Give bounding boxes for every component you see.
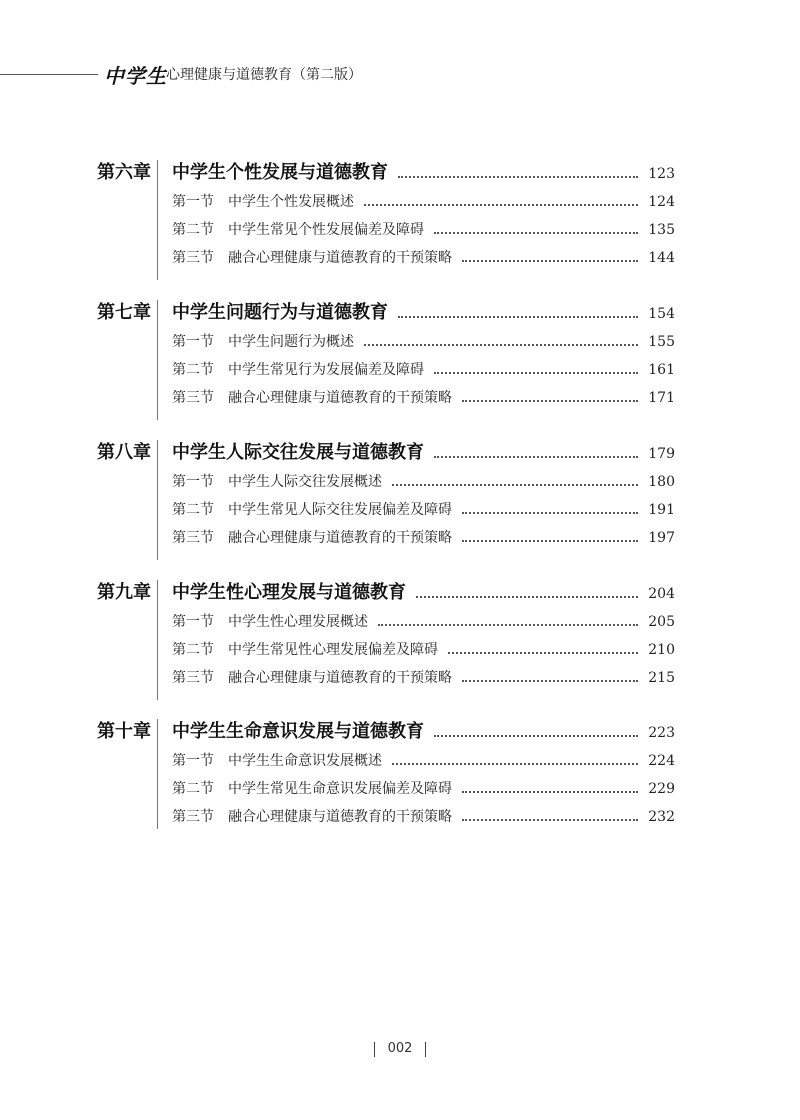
section-title: 中学生人际交往发展概述 (228, 474, 382, 490)
section-row[interactable] (0, 806, 800, 834)
leader-dots (462, 400, 638, 402)
section-row[interactable] (0, 778, 800, 806)
leader-dots (462, 819, 638, 821)
section-title: 中学生个性发展概述 (228, 194, 354, 210)
section-page: 161 (648, 362, 675, 378)
leader-dots (434, 372, 638, 374)
chapter-row[interactable] (0, 158, 800, 186)
chapter-title: 中学生人际交往发展与道德教育 (172, 442, 424, 463)
chapter-page: 154 (648, 306, 675, 322)
leader-dots (448, 652, 638, 654)
chapter-title: 中学生生命意识发展与道德教育 (172, 721, 424, 742)
chapter-title: 中学生问题行为与道德教育 (172, 302, 388, 323)
section-number: 第三节 (172, 670, 214, 686)
section-row[interactable] (0, 611, 800, 639)
section-row[interactable] (0, 247, 800, 275)
section-title: 中学生性心理发展概述 (228, 614, 368, 630)
leader-dots (462, 791, 638, 793)
section-page: 180 (648, 474, 675, 490)
section-number: 第二节 (172, 502, 214, 518)
section-row[interactable] (0, 387, 800, 415)
footer-bar-right (425, 1042, 426, 1057)
leader-dots (434, 456, 638, 458)
section-row[interactable] (0, 359, 800, 387)
chapter-number: 第六章 (97, 162, 151, 183)
header-brand: 中学生 (104, 64, 167, 88)
section-row[interactable] (0, 527, 800, 555)
section-number: 第一节 (172, 474, 214, 490)
chapter-title: 中学生性心理发展与道德教育 (172, 582, 406, 603)
section-number: 第二节 (172, 362, 214, 378)
chapter-page: 204 (648, 586, 675, 602)
section-title: 中学生常见人际交往发展偏差及障碍 (228, 502, 452, 518)
leader-dots (364, 344, 638, 346)
section-title: 融合心理健康与道德教育的干预策略 (228, 530, 452, 546)
footer-bar-left (374, 1042, 375, 1057)
section-number: 第二节 (172, 222, 214, 238)
section-row[interactable] (0, 667, 800, 695)
section-number: 第三节 (172, 530, 214, 546)
section-number: 第一节 (172, 614, 214, 630)
chapter-page: 179 (648, 446, 675, 462)
chapter-number: 第八章 (97, 442, 151, 463)
section-number: 第一节 (172, 194, 214, 210)
chapter-number: 第七章 (97, 302, 151, 323)
leader-dots (398, 176, 638, 178)
leader-dots (462, 680, 638, 682)
section-number: 第二节 (172, 781, 214, 797)
chapter-row[interactable] (0, 298, 800, 326)
chapter-row[interactable] (0, 717, 800, 745)
leader-dots (392, 763, 638, 765)
section-title: 中学生常见性心理发展偏差及障碍 (228, 642, 438, 658)
header-rule (0, 74, 98, 75)
leader-dots (364, 204, 638, 206)
chapter-title: 中学生个性发展与道德教育 (172, 162, 388, 183)
header-title: 心理健康与道德教育（第二版） (166, 67, 362, 83)
section-row[interactable] (0, 499, 800, 527)
section-title: 融合心理健康与道德教育的干预策略 (228, 809, 452, 825)
section-number: 第一节 (172, 334, 214, 350)
leader-dots (416, 596, 638, 598)
section-title: 中学生常见行为发展偏差及障碍 (228, 362, 424, 378)
page-number: 002 (387, 1041, 413, 1056)
section-page: 197 (648, 530, 675, 546)
section-number: 第三节 (172, 250, 214, 266)
section-row[interactable] (0, 750, 800, 778)
section-page: 210 (648, 642, 675, 658)
section-page: 144 (648, 250, 675, 266)
chapter-page: 123 (648, 166, 675, 182)
chapter-page: 223 (648, 725, 675, 741)
leader-dots (434, 735, 638, 737)
section-number: 第三节 (172, 809, 214, 825)
section-page: 232 (648, 809, 675, 825)
leader-dots (462, 540, 638, 542)
section-title: 融合心理健康与道德教育的干预策略 (228, 250, 452, 266)
section-title: 融合心理健康与道德教育的干预策略 (228, 390, 452, 406)
leader-dots (434, 232, 638, 234)
section-page: 124 (648, 194, 675, 210)
section-number: 第一节 (172, 753, 214, 769)
chapter-number: 第九章 (97, 582, 151, 603)
section-page: 215 (648, 670, 675, 686)
section-title: 融合心理健康与道德教育的干预策略 (228, 670, 452, 686)
section-page: 224 (648, 753, 675, 769)
chapter-number: 第十章 (97, 721, 151, 742)
leader-dots (462, 260, 638, 262)
section-page: 135 (648, 222, 675, 238)
section-page: 191 (648, 502, 675, 518)
leader-dots (392, 484, 638, 486)
section-page: 205 (648, 614, 675, 630)
section-number: 第二节 (172, 642, 214, 658)
section-page: 171 (648, 390, 675, 406)
section-number: 第三节 (172, 390, 214, 406)
running-header (0, 58, 800, 90)
chapter-row[interactable] (0, 438, 800, 466)
section-row[interactable] (0, 219, 800, 247)
page-footer (0, 1040, 800, 1060)
section-title: 中学生问题行为概述 (228, 334, 354, 350)
section-row[interactable] (0, 331, 800, 359)
section-page: 155 (648, 334, 675, 350)
section-row[interactable] (0, 191, 800, 219)
section-title: 中学生常见个性发展偏差及障碍 (228, 222, 424, 238)
section-row[interactable] (0, 639, 800, 667)
leader-dots (378, 624, 638, 626)
section-row[interactable] (0, 471, 800, 499)
leader-dots (462, 512, 638, 514)
section-page: 229 (648, 781, 675, 797)
leader-dots (398, 316, 638, 318)
section-title: 中学生生命意识发展概述 (228, 753, 382, 769)
chapter-row[interactable] (0, 578, 800, 606)
section-title: 中学生常见生命意识发展偏差及障碍 (228, 781, 452, 797)
